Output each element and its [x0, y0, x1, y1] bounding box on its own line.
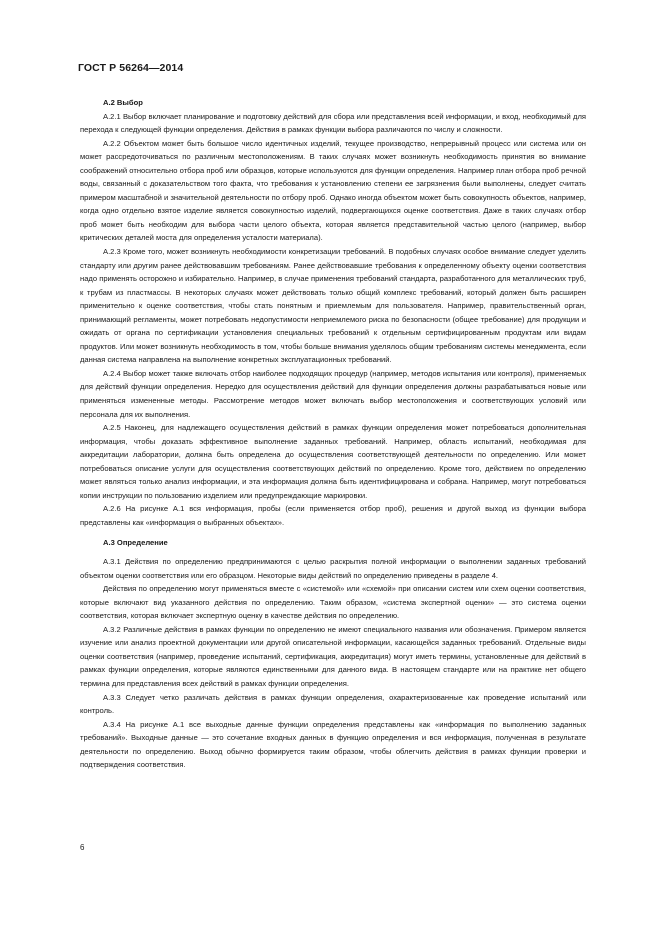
page-number: 6: [80, 843, 85, 852]
section-heading: А.3 Определение: [103, 537, 168, 547]
section-heading: А.2 Выбор: [103, 98, 143, 107]
paragraph: А.2.3 Кроме того, может возникнуть необходимости конкретизации требований. В подобных случаях особое внимание следует уделить стандарту или другим ранее действовавшим требованиям. Ранее действовавшие требования к определенному объекту оценки соответствия надо применять осторожно и избирательно. Например, в случае применения требований стандарта, разработанного для металлических труб, к трубам из пластмассы. В некоторых случаях может действовать только общий комплекс требований, который должен быть расширен применительно к оценке соответствия, чтобы стать понятным и приемлемым для пользователя. Например, правительственный орган, принимающий регламенты, может потребовать недопустимости неприемлемого риска по безопасности (общее требование) для продукции и ожидать от органа по сертификации установления специальных требований к отдельным сертифицированным продуктам или видам продуктов. Или может возникнуть необходимость в том, чтобы больше внимания уделялось общим требованиям системы менеджмента, если данная система направлена на выполнение конкретных эксплуатационных требований.: [80, 247, 586, 365]
paragraph: А.3.3 Следует четко различать действия в рамках функции определения, охарактеризованные как проведение испытаний или контроль.: [80, 692, 586, 716]
paragraph: А.3.2 Различные действия в рамках функции по определению не имеют специального названия или обозначения. Примером является изучение или анализ проектной документации или другой описательной информации, касающейся заданных требований. Отдельные виды оценки соответствия (например, проведение испытаний, сертификация, аккредитация) могут иметь термины, установленные для действий в рамках функции определения, которые являются единственными для данного вида. В настоящем стандарте или на практике нет общего термина для представления всех действий в рамках функции определения.: [80, 624, 586, 688]
paragraph: Действия по определению могут применяться вместе с «системой» или «схемой» при описании систем или схем оценки соответствия, которые включают вид указанного действия по определению. Таким образом, «система экспертной оценки» — это система оценки соответствия, которая включает экспертную оценку в качестве действия по определению.: [80, 584, 586, 621]
paragraph: А.2.5 Наконец, для надлежащего осуществления действий в рамках функции определения может потребоваться дополнительная информация, чтобы доказать эффективное выполнение заданных требований. Например, область испытаний, необходимая для аккредитации лаборатории, должна быть определена до осуществления соответствующей деятельности по определению. Или может потребоваться описание услуги для осуществления соответствующих действий по определению. Кроме того, действием по определению может являться только анализ информации, и эта информация должна быть идентифицирована и собрана. Например, могут потребоваться копии инструкции по пользованию изделием или предупреждающие маркировки.: [80, 423, 586, 500]
page-header: ГОСТ Р 56264—2014: [78, 62, 184, 74]
paragraph: А.2.6 На рисунке А.1 вся информация, пробы (если применяется отбор проб), решения и другой выход из функции выбора представлены как «информация о выбранных объектах».: [80, 504, 586, 527]
paragraph: А.3.1 Действия по определению предпринимаются с целью раскрытия полной информации о выполнении заданных требований объектом оценки соответствия или его образцом. Некоторые виды действий по определению приведены в разделе 4.: [80, 557, 586, 580]
paragraph: А.2.4 Выбор может также включать отбор наиболее подходящих процедур (например, методов испытания или контроля), применяемых для действий функции определения. Нередко для осуществления действий для функции определения должны разрабатываться новые или применяться измененные методы. Рассмотрение методов может включать выбор местоположения и соответствующих условий или персонала для их выполнения.: [80, 368, 586, 419]
document-body: [80, 96, 586, 772]
paragraph: А.2.1 Выбор включает планирование и подготовку действий для сбора или представления всей информации, и вход, необходимый для перехода к следующей функции определения. Действия в рамках функции выбора различаются по числу и сложности.: [80, 111, 586, 135]
paragraph: А.2.2 Объектом может быть большое число идентичных изделий, текущее производство, непрерывный процесс или система или он может рассредоточиваться по различным местоположениям. В таких случаях может возникнуть необходимость принятия во внимание соображений относительно отбора проб или образцов, которые используются для функции определения. Например план отбора проб речной воды, связанный с доказательством того факта, что требования к установлению степени ее загрязнения были выполнены, следует считать примером масштабной и значительной деятельности по отбору проб. Однако иногда объектом может быть совокупность объектов, например, когда одно отдельно взятое изделие является совокупностью изделий, подвергающихся оценке соответствия. Даже в таких случаях отбор проб может быть необходим для выбора части целого объекта, которая является представительной частью целого (например, выбор критических деталей моста для определения усталости материала).: [80, 138, 586, 243]
paragraph: А.3.4 На рисунке А.1 все выходные данные функции определения представлены как «информация по выполнению заданных требований». Выходные данные — это сочетание входных данных в функцию определения и вся информация, полученная в результате деятельности по определению. Выход обычно формируется таким образом, чтобы облегчить действия в рамках функции проверки и подтверждения соответствия.: [80, 719, 586, 770]
